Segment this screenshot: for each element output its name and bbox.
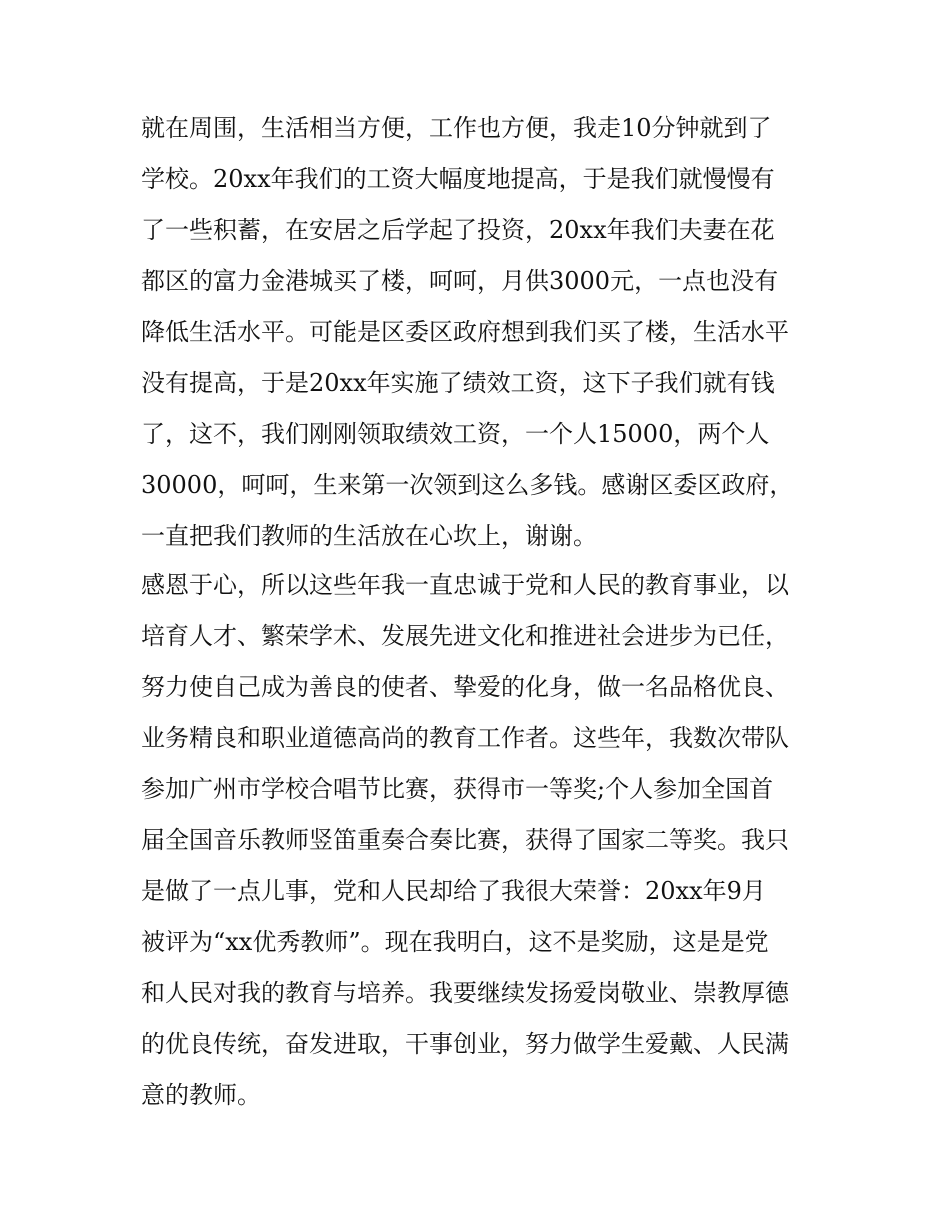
text-line: 业务精良和职业道德高尚的教育工作者。这些年，我数次带队 xyxy=(141,724,789,752)
text-line: 意的教师。 xyxy=(141,1081,261,1109)
text-line: 的优良传统，奋发进取，干事创业，努力做学生爱戴、人民满 xyxy=(141,1030,789,1058)
text-line: 参加广州市学校合唱节比赛，获得市一等奖;个人参加全国首 xyxy=(141,775,774,803)
text-line: 降低生活水平。可能是区委区政府想到我们买了楼，生活水平 xyxy=(141,318,789,346)
text-line: 感恩于心，所以这些年我一直忠诚于党和人民的教育事业，以 xyxy=(141,571,789,599)
text-line: 和人民对我的教育与培养。我要继续发扬爱岗敬业、崇教厚德 xyxy=(141,979,789,1007)
text-line: 学校。20xx年我们的工资大幅度地提高，于是我们就慢慢有 xyxy=(141,165,775,193)
text-line: 30000，呵呵，生来第一次领到这么多钱。感谢区委区政府， xyxy=(141,471,794,499)
text-line: 努力使自己成为善良的使者、挚爱的化身，做一名品格优良、 xyxy=(141,673,789,701)
text-line: 都区的富力金港城买了楼，呵呵，月供3000元，一点也没有 xyxy=(141,267,779,295)
text-line: 是做了一点儿事，党和人民却给了我很大荣誉：20xx年9月 xyxy=(141,877,766,905)
text-line: 届全国音乐教师竖笛重奏合奏比赛，获得了国家二等奖。我只 xyxy=(141,826,789,854)
text-line: 培育人才、繁荣学术、发展先进文化和推进社会进步为已任， xyxy=(141,622,789,650)
text-line: 没有提高，于是20xx年实施了绩效工资，这下子我们就有钱 xyxy=(141,369,775,397)
text-line: 了一些积蓄，在安居之后学起了投资，20xx年我们夫妻在花 xyxy=(141,216,775,244)
text-line: 就在周围，生活相当方便，工作也方便，我走10分钟就到了 xyxy=(141,114,772,142)
text-line: 一直把我们教师的生活放在心坎上，谢谢。 xyxy=(141,522,597,550)
text-line: 了，这不，我们刚刚领取绩效工资，一个人15000，两个人 xyxy=(141,420,770,448)
text-line: 被评为“xx优秀教师”。现在我明白，这不是奖励，这是是党 xyxy=(141,928,769,956)
